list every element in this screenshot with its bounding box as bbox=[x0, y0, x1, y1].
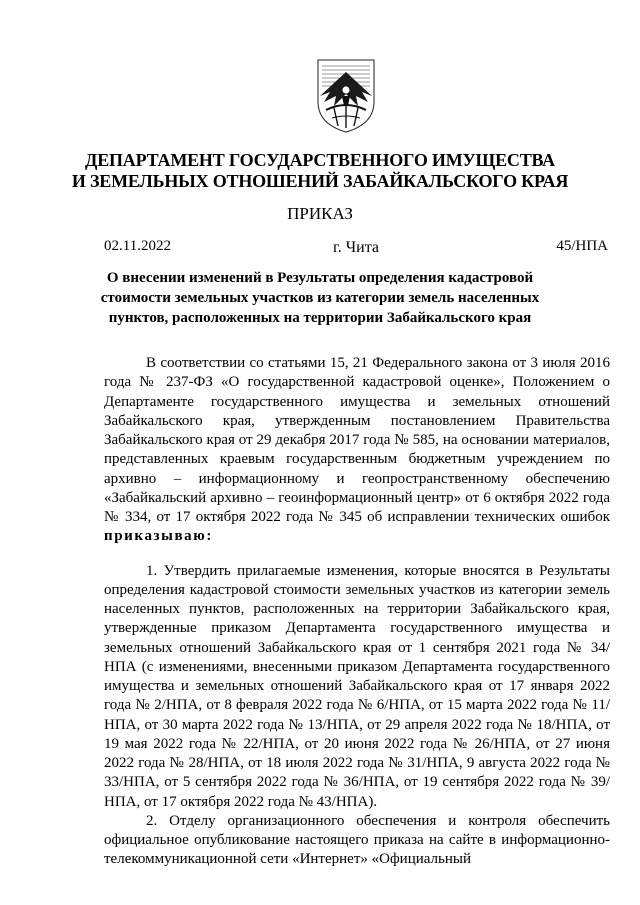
subject-line-3: пунктов, расположенных на территории Забайкальского края bbox=[108, 310, 532, 326]
preamble-paragraph bbox=[104, 354, 610, 547]
order-subject bbox=[0, 268, 640, 328]
subject-line-1: О внесении изменений в Результаты определения кадастровой bbox=[106, 270, 534, 286]
subject-line-2: стоимости земельных участков из категории земель населенных bbox=[100, 290, 540, 306]
item-1-paragraph: 1. Утвердить прилагаемые изменения, которые вносятся в Результаты определения кадастровой стоимости земельных участков из категории земель населенных пунктов, расположенных на территории Забайкальского края, утвержденные приказом Департамента государственного имущества и земельных отношений Забайкальского края от 1 сентября 2021 года № 34/НПА (с изменениями, внесенными приказом Департамента государственного имущества и земельных отношений Забайкальского края от 17 января 2022 года № 2/НПА, от 8 февраля 2022 года № 6/НПА, от 15 марта 2022 года № 11/НПА, от 30 марта 2022 года № 13/НПА, от 29 апреля 2022 года № 18/НПА, от 19 мая 2022 года № 22/НПА, от 20 июня 2022 года № 26/НПА, от 27 июня 2022 года № 28/НПА, от 18 июля 2022 года № 31/НПА, 9 августа 2022 года № 33/НПА, от 5 сентября 2022 года № 36/НПА, от 19 сентября 2022 года № 39/НПА, от 17 октября 2022 года № 43/НПА). bbox=[104, 562, 610, 810]
preamble-text: В соответствии со статьями 15, 21 Федерального закона от 3 июля 2016 года № 237-ФЗ «О государственной кадастровой оценке», Положением о Департаменте государственного имущества и земельных отношений Забайкальского края, утвержденным постановлением Правительства Забайкальского края от 29 декабря 2017 года № 585, на основании материалов, представленных краевым государственным бюджетным учреждением по архивно – информационному и геопространственному обеспечению «Забайкальский архивно – геоинформационный центр» от 6 октября 2022 года № 334, от 17 октября 2022 года № 345 об исправлении технических ошибок bbox=[104, 355, 610, 525]
item-2-paragraph: 2. Отделу организационного обеспечения и контроля обеспечить официальное опубликование настоящего приказа на сайте в информационно-телекоммуникационной сети «Интернет» «Официальный bbox=[104, 812, 610, 868]
department-title-line-2: И ЗЕМЕЛЬНЫХ ОТНОШЕНИЙ ЗАБАЙКАЛЬСКОГО КРАЯ bbox=[71, 171, 569, 191]
order-meta-row bbox=[104, 236, 608, 256]
department-title-line-1: ДЕПАРТАМЕНТ ГОСУДАРСТВЕННОГО ИМУЩЕСТВА bbox=[85, 150, 555, 170]
coat-of-arms-icon bbox=[312, 56, 380, 134]
order-body bbox=[104, 354, 610, 870]
paragraph-gap bbox=[104, 547, 610, 562]
order-city: г. Чита bbox=[332, 239, 379, 256]
department-title bbox=[0, 150, 640, 192]
order-date: 02.11.2022 bbox=[104, 238, 171, 254]
order-number: 45/НПА bbox=[556, 238, 608, 254]
decree-word: приказываю: bbox=[104, 528, 213, 545]
order-heading: ПРИКАЗ bbox=[287, 204, 353, 223]
